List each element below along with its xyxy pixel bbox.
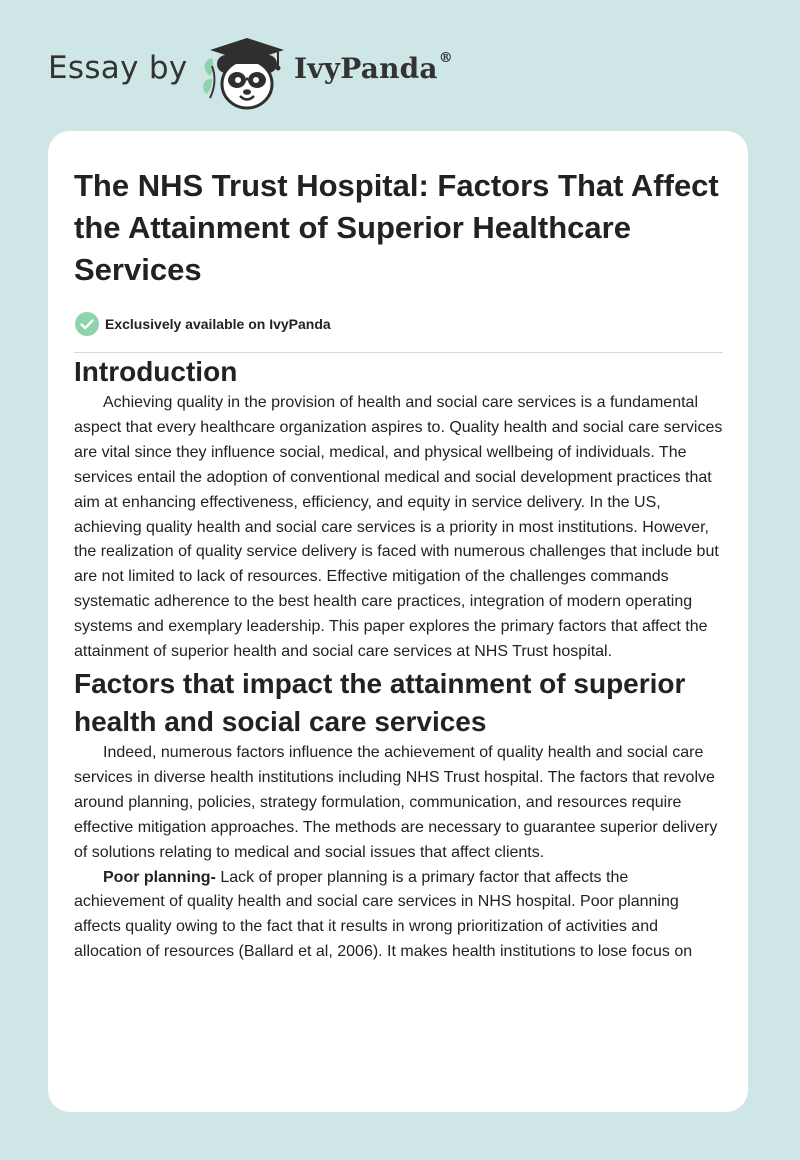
essay-title: The NHS Trust Hospital: Factors That Affect the Attainment of Superior Healthcare Services (74, 168, 719, 287)
panda-graduate-logo-icon[interactable] (200, 32, 286, 112)
paragraph: Achieving quality in the provision of health and social care services is a fundamental aspect that every healthcare organization aspires to. Quality health and social care services are vital since they influence social, medical, and physical wellbeing of individuals. The services entail the adoption of conventional medical and social development practices that aim at enhancing effectiveness, efficiency, and equity in service delivery. In the US, achieving quality health and social care services is a priority in most institutions. However, the realization of quality service delivery is faced with numerous challenges that include but are not limited to lack of resources. Effective mitigation of the challenges commands systematic adherence to the best health care practices, integration of modern operating systems and exemplary leadership. This paper explores the primary factors that affect the attainment of superior health and social care services at NHS Trust hospital. (74, 394, 723, 661)
essay-card (48, 131, 748, 1112)
site-header (48, 30, 748, 110)
exclusive-badge (74, 311, 723, 337)
exclusive-badge-label: Exclusively available on IvyPanda (105, 316, 331, 332)
paragraph-poor-planning (74, 866, 723, 966)
brand-prefix: Essay by (48, 50, 188, 86)
essay-content (74, 165, 723, 965)
paragraph-lead: Poor planning- (103, 868, 216, 886)
paragraph: Indeed, numerous factors influence the achievement of quality health and social care services in diverse health institutions including NHS Trust hospital. The factors that revolve around planning, policies, strategy formulation, communication, and resources require effective mitigation approaches. The methods are necessary to guarantee superior delivery of solutions relating to medical and social issues that affect clients. (74, 743, 718, 861)
paragraph-body: Lack of proper planning is a primary factor that affects the achievement of quality health and social care services in NHS hospital. Poor planning affects quality owing to the fact that it results in wrong prioritization of activities and allocation of resources (Ballard et al, 2006). It makes health institutions to lose focus on (74, 868, 693, 961)
section-heading-factors: Factors that impact the attainment of superior health and social care services (74, 667, 686, 737)
brand-name[interactable]: IvyPanda® (294, 50, 453, 85)
check-circle-icon (74, 311, 100, 337)
section-heading-introduction: Introduction (74, 356, 238, 387)
registered-mark: ® (438, 50, 453, 66)
